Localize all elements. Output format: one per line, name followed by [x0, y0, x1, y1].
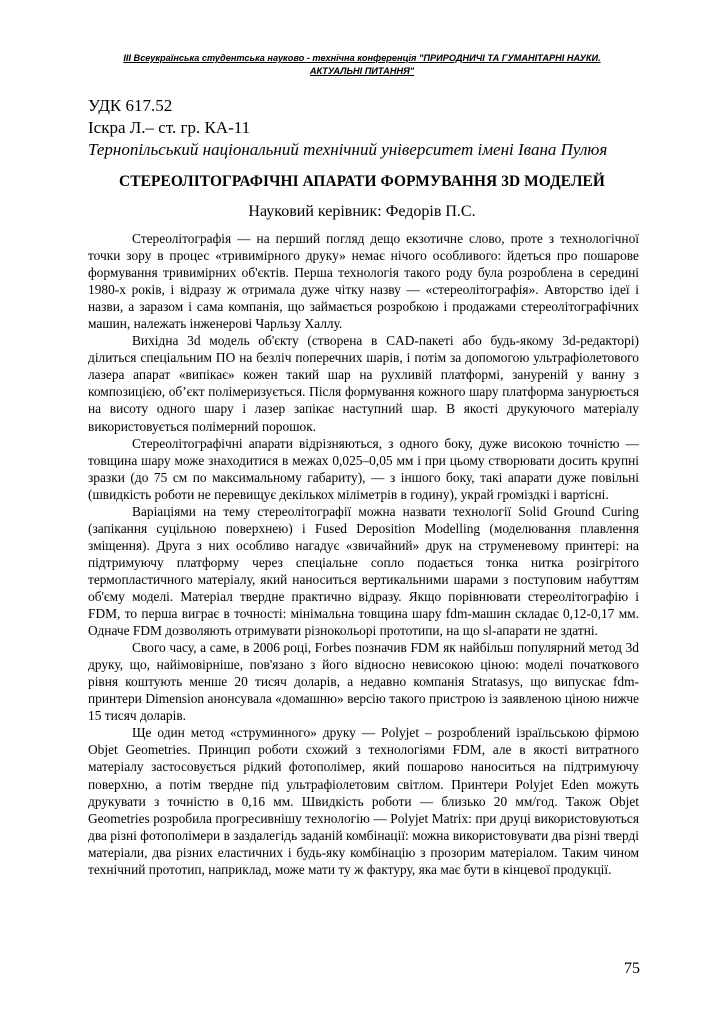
author-line: Іскра Л.– ст. гр. КА-11 [88, 118, 251, 137]
body-paragraph: Ще один метод «струминного» друку — Polyjet – розроблений ізраїльською фірмою Objet Geometries. Принцип роботи схожий з технологіями FDM, але в якості витратного матеріалу застосовується рідкий фотополімер, який пошарово наноситься на підтримуючу поверхню, а потім твердне під ультрафіолетовим світлом. Принтери Polyjet Eden можуть друкувати з точністю в 0,16 мм. Швидкість роботи — близько 20 мм/год. Також Objet Geometries розробила прогресивнішу технологію — Polyjet Matrix: при друці використовуються два різні фотополімери в заздалегідь заданій комбінації: можна використовувати два різні тверді матеріали, два різних еластичних і будь-яку комбінацію з прозорим матеріалом. Таким чином технічний прототип, наприклад, може мати ту ж фактуру, яка має бути в кінцевої продукції. [88, 725, 639, 877]
body-paragraph: Вихідна 3d модель об'єкту (створена в CAD-пакеті або будь-якому 3d-редакторі) ділиться спеціальним ПО на безліч поперечних шарів, і потім за допомогою ультрафіолетового лазера апарат «випікає» кожен такий шар на рухливій платформі, зануреній у ванну з композицією, об’єкт полімеризується. Після формування кожного шару платформа занурюється на висоту одного шару і лазер запікає наступний шар. В якості друкуючого матеріалу використовується полімерний порошок. [88, 333, 639, 434]
article-title: СТЕРЕОЛІТОГРАФІЧНІ АПАРАТИ ФОРМУВАННЯ 3D МОДЕЛЕЙ [119, 173, 605, 190]
affiliation: Тернопільський національний технічний університет імені Івана Пулюя [88, 140, 608, 159]
article-body [88, 230, 639, 878]
body-paragraph: Стереолітографічні апарати відрізняються, з одного боку, дуже високою точністю — товщина шару може знаходитися в межах 0,025–0,05 мм і при цьому створювати досить крупні зразки (до 75 см по максимальному габариту), — з іншого боку, такі апарати дуже повільні (швидкість роботи не перевищує декількох міліметрів в годину), украй громіздкі і вартісні. [88, 435, 639, 502]
running-header [90, 52, 634, 77]
body-paragraph: Варіаціями на тему стереолітографії можна назвати технології Solid Ground Curing (запікання суцільною поверхнею) і Fused Deposition Modelling (моделювання плавлення зміщення). Друга з них особливо нагадує «звичайний» друк на струменевому принтері: на підтримуючу платформу через спеціальне сопло подається тонка нитка розігрітого термопластичного матеріалу, який наноситься вертикальними шарами з поступовим набуттям об'єму моделі. Матеріал твердне практично відразу. Якщо порівнювати стереолітографію і FDM, то перша виграє в точності: мінімальна товщина шару fdm-машин складає 0,12-0,17 мм. Одначе FDM дозволяють отримувати різнокольорі прототипи, на що sl-апарати не здатні. [88, 503, 639, 639]
body-paragraph: Стереолітографія — на перший погляд дещо екзотичне слово, проте з технологічної точки зору в процес «тривимірного друку» немає нічого особливого: йдеться про пошарове формування тривимірних об'єктів. Перша технологія такого роду була розроблена в середині 1980-х років, і відразу ж отримала дуже чітку назву — «стереолітографія». Авторство ідеї і назви, а заразом і сама компанія, що займається розробкою і продажами стереолітографічних машин, належать інженерові Чарльзу Халлу. [88, 231, 639, 332]
supervisor-line: Науковий керівник: Федорів П.С. [248, 203, 476, 220]
running-header-line: ІІІ Всеукраїнська студентська науково - технічна конференція "ПРИРОДНИЧІ ТА ГУМАНІТАРНІ НАУКИ. [123, 53, 601, 63]
udc-code: УДК 617.52 [88, 96, 173, 115]
article-metadata [88, 95, 648, 161]
body-paragraph: Свого часу, а саме, в 2006 році, Forbes позначив FDM як найбільш популярний метод 3d друку, що, найімовірніше, пов'язано з його відносно невисокою ціною: моделі початкового рівня коштують менше 20 тисяч доларів, а недавно компанія Stratasys, що випускає fdm-принтери Dimension анонсувала «домашню» версію такого пристрою із заявленою ціною нижче 15 тисяч доларів. [88, 640, 639, 724]
running-header-line: АКТУАЛЬНІ ПИТАННЯ" [309, 65, 415, 76]
page-number: 75 [624, 960, 640, 977]
